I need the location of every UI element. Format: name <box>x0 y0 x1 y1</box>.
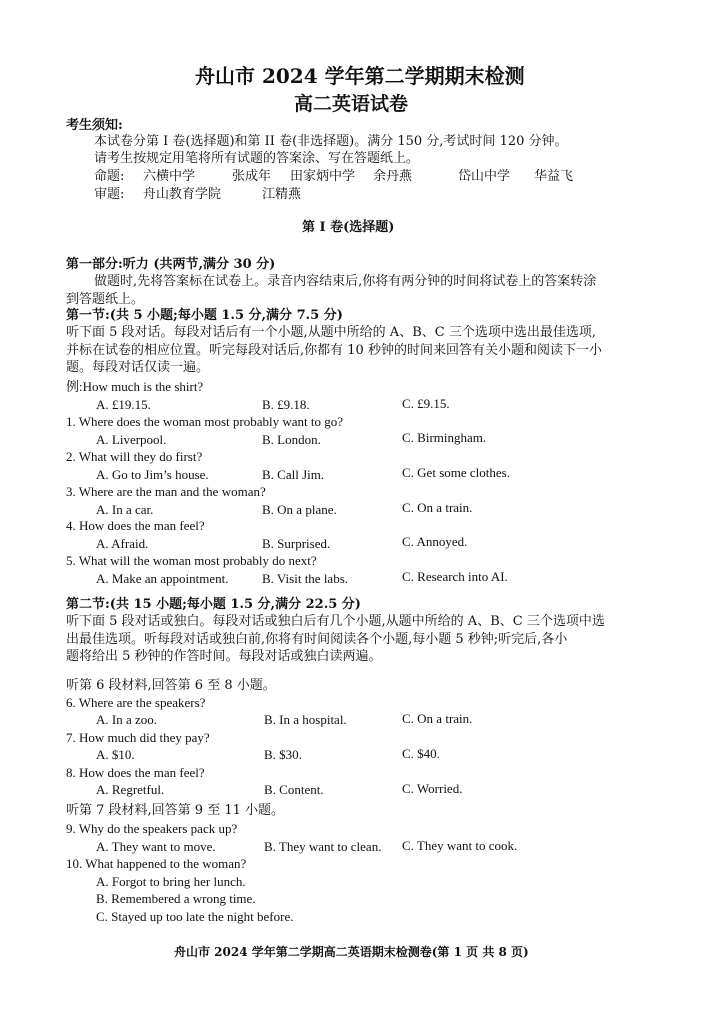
part1-intro-1: 做题时,先将答案标在试卷上。录音内容结束后,你将有两分钟的时间将试卷上的答案转涂 <box>94 274 597 289</box>
option-a: A. $10. <box>96 747 135 762</box>
example-option-c: C. £9.15. <box>402 396 450 411</box>
option-a: A. Afraid. <box>96 536 149 551</box>
question-2: 2. What will they do first? <box>66 449 203 464</box>
section1-intro-3: 题。每段对话仅读一遍。 <box>66 360 210 375</box>
page-footer: 舟山市 2024 学年第二学期高二英语期末检测卷(第 1 页 共 8 页) <box>174 945 529 959</box>
option-c: C. Research into AI. <box>402 569 508 584</box>
option-c: C. Birmingham. <box>402 430 487 445</box>
option-b: B. Remembered a wrong time. <box>96 891 256 906</box>
option-a: A. In a zoo. <box>96 712 158 727</box>
question-9: 9. Why do the speakers pack up? <box>66 821 238 836</box>
option-a: A. Forgot to bring her lunch. <box>96 874 246 889</box>
question-1: 1. Where does the woman most probably want to go? <box>66 414 344 429</box>
section1-intro-1: 听下面 5 段对话。每段对话后有一个小题,从题中所给的 A、B、C 三个选项中选出最佳选项, <box>66 325 596 340</box>
option-a: A. They want to move. <box>96 839 216 854</box>
option-c: C. They want to cook. <box>402 838 518 853</box>
section1-heading: 第一节:(共 5 小题;每小题 1.5 分,满分 7.5 分) <box>66 308 343 323</box>
section2-intro-2: 出最佳选项。听每段对话或独白前,你将有时间阅读各个小题,每小题 5 秒钟;听完后,各小 <box>66 632 568 647</box>
section2-intro-1: 听下面 5 段对话或独白。每段对话或独白后有几个小题,从题中所给的 A、B、C 三个选项中选 <box>66 614 605 629</box>
review-name: 江精燕 <box>262 187 302 202</box>
option-c: C. Stayed up too late the night before. <box>96 909 294 924</box>
example-question: 例:How much is the shirt? <box>66 379 204 394</box>
option-a: A. Go to Jim’s house. <box>96 467 209 482</box>
review-label: 审题: <box>94 187 125 202</box>
option-a: A. Make an appointment. <box>96 571 229 586</box>
question-8: 8. How does the man feel? <box>66 765 205 780</box>
option-b: B. They want to clean. <box>264 839 382 854</box>
option-b: B. On a plane. <box>262 502 337 517</box>
example-option-a: A. £19.15. <box>96 397 151 412</box>
option-a: A. Liverpool. <box>96 432 167 447</box>
option-c: C. On a train. <box>402 711 473 726</box>
question-10: 10. What happened to the woman? <box>66 856 247 871</box>
question-6: 6. Where are the speakers? <box>66 695 206 710</box>
question-4: 4. How does the man feel? <box>66 518 205 533</box>
volume-heading: 第 I 卷(选择题) <box>302 220 395 235</box>
option-a: A. Regretful. <box>96 782 165 797</box>
part1-intro-2: 到答题纸上。 <box>66 292 145 307</box>
example-option-b: B. £9.18. <box>262 397 310 412</box>
question-7: 7. How much did they pay? <box>66 730 210 745</box>
notice-heading: 考生须知: <box>66 118 123 133</box>
option-c: C. Annoyed. <box>402 534 468 549</box>
option-c: C. Get some clothes. <box>402 465 510 480</box>
author-item: 岱山中学 <box>458 169 511 184</box>
option-c: C. Worried. <box>402 781 463 796</box>
option-c: C. On a train. <box>402 500 473 515</box>
option-b: B. London. <box>262 432 321 447</box>
part1-heading: 第一部分:听力 (共两节,满分 30 分) <box>66 257 276 272</box>
option-b: B. $30. <box>264 747 302 762</box>
question-5: 5. What will the woman most probably do next? <box>66 553 317 568</box>
authors-label: 命题: <box>94 169 125 184</box>
section2-intro-3: 题将给出 5 秒钟的作答时间。每段对话或独白读两遍。 <box>66 649 382 664</box>
question-3: 3. Where are the man and the woman? <box>66 484 266 499</box>
author-item: 华益飞 <box>534 169 574 184</box>
material-7-heading: 听第 7 段材料,回答第 9 至 11 小题。 <box>66 803 285 818</box>
author-item: 张成年 <box>232 169 272 184</box>
option-b: B. Call Jim. <box>262 467 325 482</box>
option-b: B. Visit the labs. <box>262 571 349 586</box>
review-org: 舟山教育学院 <box>143 187 222 202</box>
option-c: C. $40. <box>402 746 440 761</box>
material-6-heading: 听第 6 段材料,回答第 6 至 8 小题。 <box>66 678 276 693</box>
author-item: 六横中学 <box>143 169 196 184</box>
section1-intro-2: 并标在试卷的相应位置。听完每段对话后,你都有 10 秒钟的时间来回答有关小题和阅读下一小 <box>66 343 602 358</box>
option-b: B. Content. <box>264 782 324 797</box>
option-b: B. Surprised. <box>262 536 331 551</box>
exam-subtitle: 高二英语试卷 <box>294 93 409 115</box>
notice-line-2: 请考生按规定用笔将所有试题的答案涂、写在答题纸上。 <box>94 151 420 166</box>
option-b: B. In a hospital. <box>264 712 347 727</box>
notice-line-1: 本试卷分第 I 卷(选择题)和第 II 卷(非选择题)。满分 150 分,考试时间 120 分钟。 <box>94 134 568 149</box>
option-a: A. In a car. <box>96 502 154 517</box>
author-item: 余丹燕 <box>373 169 413 184</box>
section2-heading: 第二节:(共 15 小题;每小题 1.5 分,满分 22.5 分) <box>66 597 361 612</box>
exam-title: 舟山市 2024 学年第二学期期末检测 <box>195 64 525 88</box>
author-item: 田家炳中学 <box>290 169 356 184</box>
